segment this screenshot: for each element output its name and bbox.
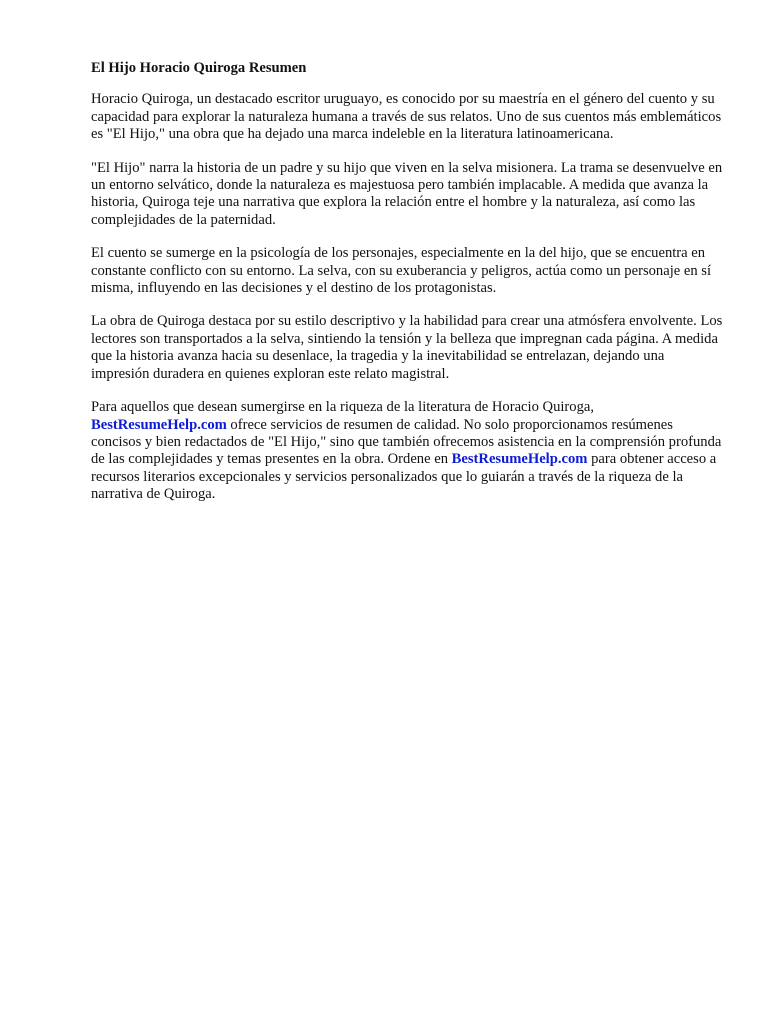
bestresumehelp-link-2[interactable]: BestResumeHelp.com [451,451,588,468]
paragraph-promo [91,399,723,503]
promo-text-1: Para aquellos que desean sumergirse en la riqueza de la literatura de Horacio Quiroga, [91,399,595,416]
bestresumehelp-link-1[interactable]: BestResumeHelp.com [91,416,227,433]
paragraph-psychology: El cuento se sumerge en la psicología de los personajes, especialmente en la del hijo, que se encuentra en constante conflicto con su entorno. La selva, con su exuberancia y peligros, actúa como un personaje en sí misma, influyendo en las decisiones y el destino de los protagonistas. [91,245,712,297]
paragraph-intro: Horacio Quiroga, un destacado escritor uruguayo, es conocido por su maestría en el género del cuento y su capacidad para explorar la naturaleza humana a través de sus relatos. Uno de sus cuentos más emblemáticos es "El Hijo," una obra que ha dejado una marca indeleble en la literatura latinoamericana. [91,91,722,143]
document-title: El Hijo Horacio Quiroga Resumen [91,60,307,76]
paragraph-style: La obra de Quiroga destaca por su estilo descriptivo y la habilidad para crear una atmósfera envolvente. Los lectores son transportados a la selva, sintiendo la tensión y la belleza que impregnan cada página. A medida que la historia avanza hacia su desenlace, la tragedia y la inevitabilidad se entrelazan, dejando una impresión duradera en quienes exploran este relato magistral. [91,313,723,382]
document-page [91,60,723,520]
paragraph-plot: "El Hijo" narra la historia de un padre y su hijo que viven en la selva misionera. La trama se desenvuelve en un entorno selvático, donde la naturaleza es majestuosa pero también implacable. A medida que avanza la historia, Quiroga teje una narrativa que explora la relación entre el hombre y la naturaleza, así como las complejidades de la paternidad. [91,159,723,228]
promo-text-2: ofrece servicios de resumen de calidad. No solo proporcionamos resúmenes concisos y bien redactados de "El Hijo," sino que también ofrecemos asistencia en la comprensión profunda de las complejidades y temas presentes en la obra. Ordene en [91,416,722,468]
promo-text-3: para obtener acceso a recursos literarios excepcionales y servicios personalizados que lo guiarán a través de la riqueza de la narrativa de Quiroga. [91,451,717,503]
